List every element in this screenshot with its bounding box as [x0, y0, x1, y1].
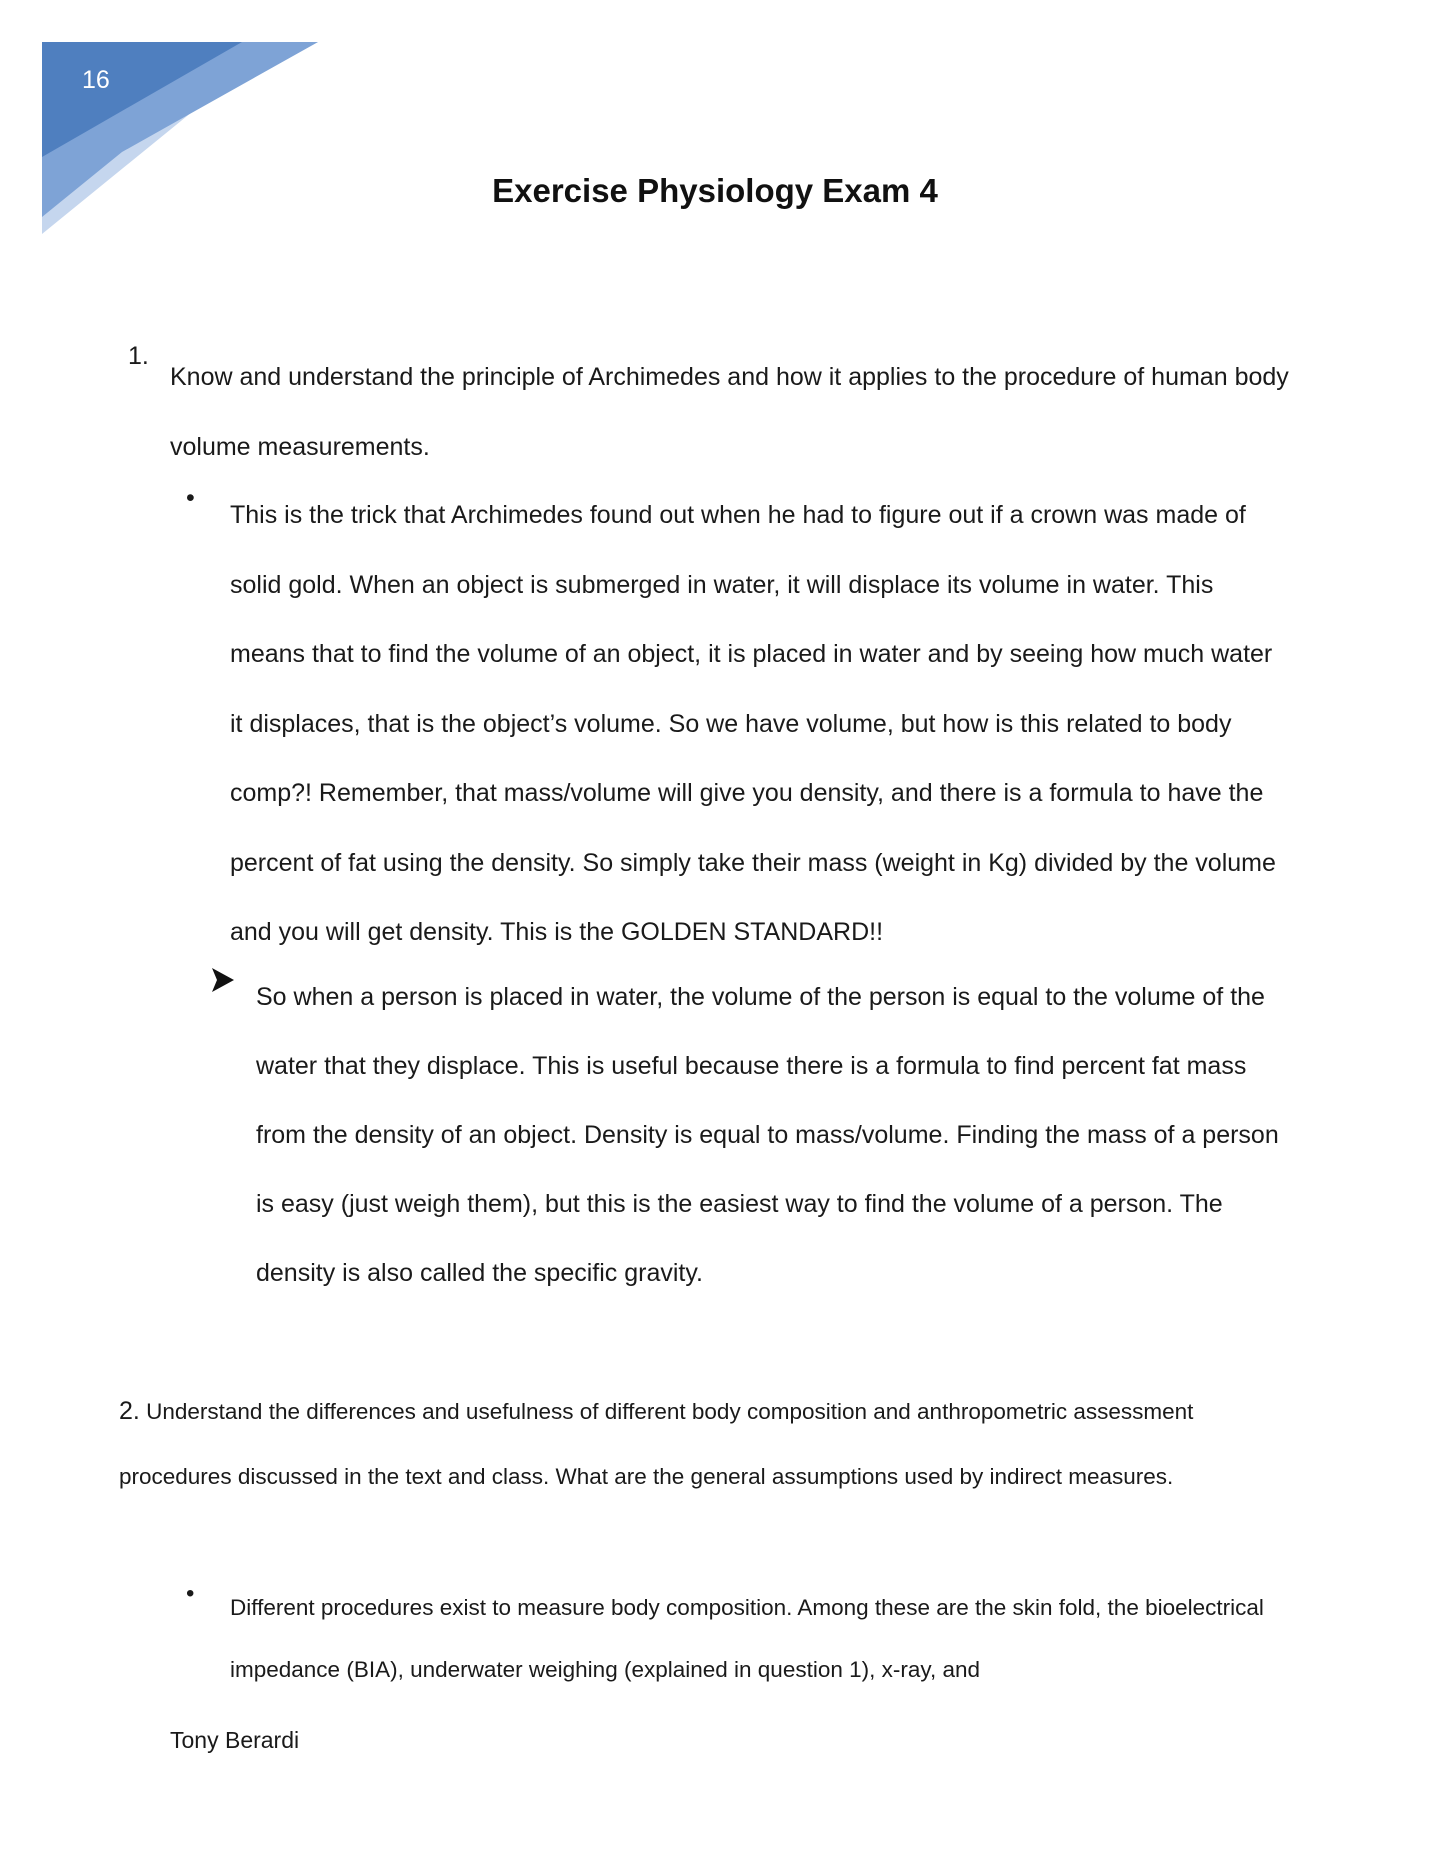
- question-2-paragraph: [119, 1379, 1279, 1509]
- question-2-number: 2.: [119, 1397, 140, 1425]
- bullet-icon: •: [186, 1580, 195, 1607]
- arrow-right-icon: [212, 968, 234, 992]
- question-1-text: Know and understand the principle of Archimedes and how it applies to the procedure of human body volume measurements.: [170, 363, 1289, 461]
- question-1-number: 1.: [128, 342, 149, 370]
- footer-author: Tony Berardi: [170, 1727, 300, 1753]
- page-number: 16: [82, 66, 110, 94]
- page-title: Exercise Physiology Exam 4: [492, 172, 938, 209]
- question-1-bullet-text: This is the trick that Archimedes found out when he had to figure out if a crown was made of solid gold. When an object is submerged in water, it will displace its volume in water. This means that to find the volume of an object, it is placed in water and by seeing how much water it displaces, that is the object’s volume. So we have volume, but how is this related to body comp?! Remember, that mass/volume will give you density, and there is a formula to have the percent of fat using the density. So simply take their mass (weight in Kg) divided by the volume and you will get density. This is the GOLDEN STANDARD!!: [230, 501, 1276, 946]
- question-1-arrow-text: So when a person is placed in water, the volume of the person is equal to the volume of the water that they displace. This is useful because there is a formula to find percent fat mass from the density of an object. Density is equal to mass/volume. Finding the mass of a person is easy (just weigh them), but this is the easiest way to find the volume of a person. The density is also called the specific gravity.: [256, 983, 1279, 1287]
- question-2-text: Understand the differences and usefulness of different body composition and anthropometric assessment procedures discussed in the text and class. What are the general assumptions used by indirect measures.: [119, 1399, 1194, 1489]
- bullet-icon: •: [186, 484, 195, 512]
- question-2-bullet-text: Different procedures exist to measure body composition. Among these are the skin fold, the bioelectrical impedance (BIA), underwater weighing (explained in question 1), x-ray, and: [230, 1595, 1264, 1682]
